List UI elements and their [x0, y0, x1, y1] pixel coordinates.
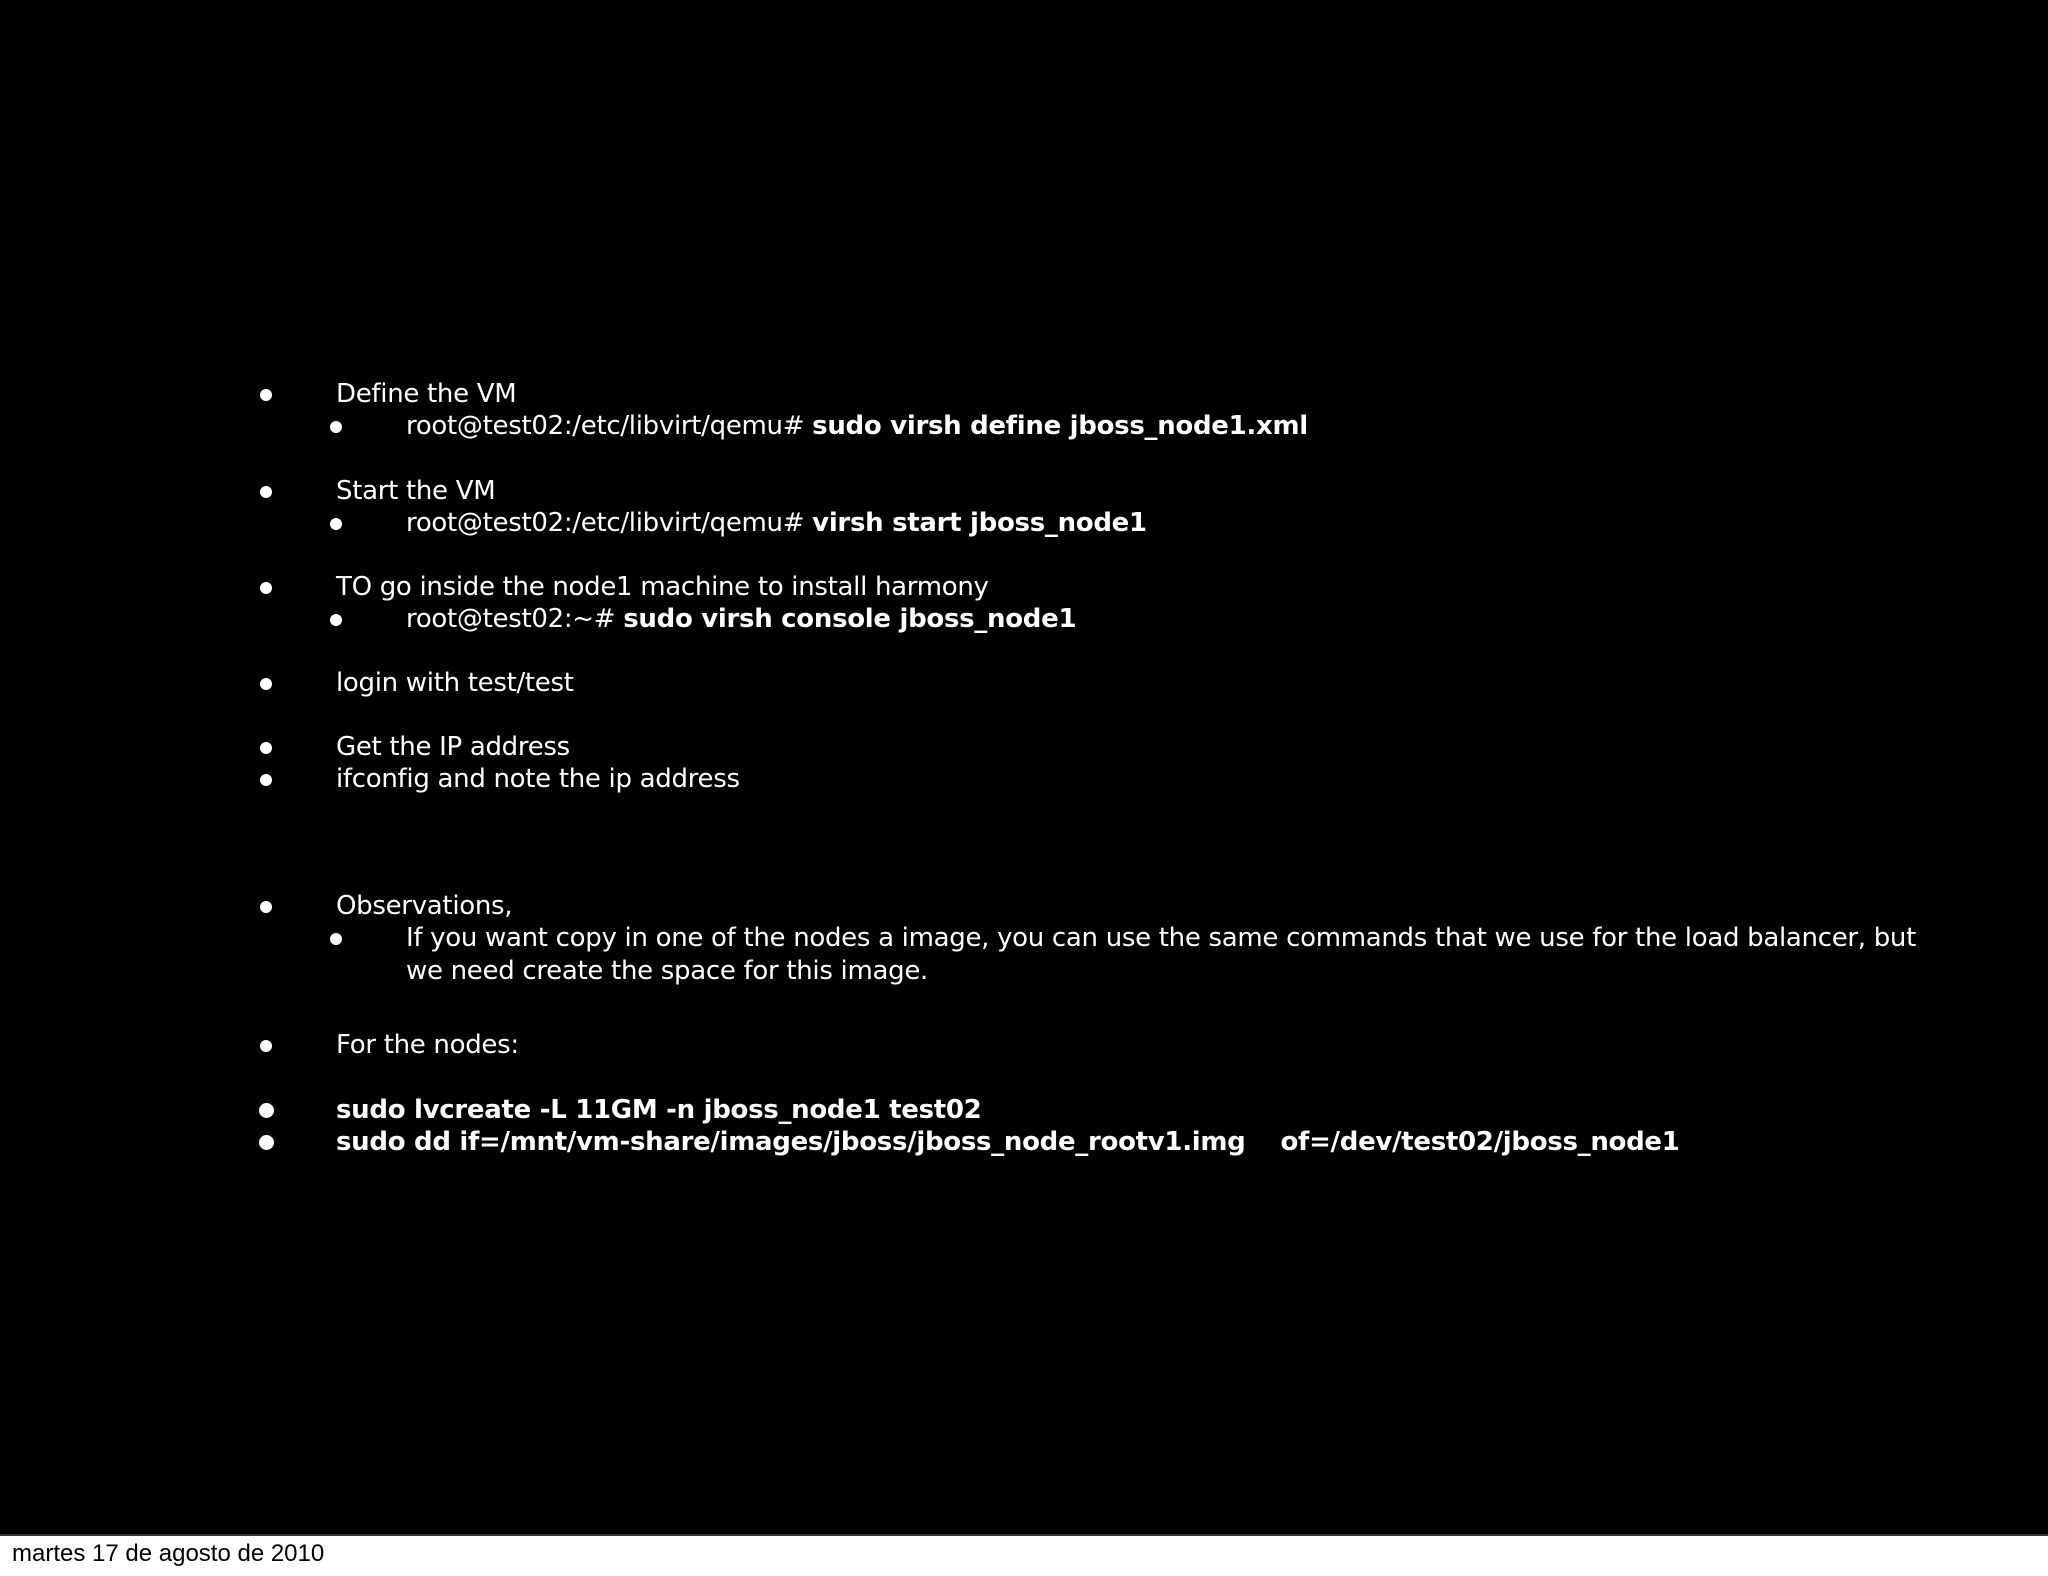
sub-bullet-icon [330, 421, 342, 433]
sub-bullet-icon [330, 518, 342, 530]
command-text: sudo lvcreate -L 11GM -n jboss_node1 test02 [336, 1095, 982, 1125]
command-prompt: root@test02:~# [406, 604, 616, 634]
bullet-icon [260, 582, 272, 594]
bullet-icon [260, 486, 272, 498]
bullet-icon [260, 389, 272, 401]
command-line [406, 410, 1308, 442]
bullet-text: Observations, [336, 891, 513, 921]
bullet-icon [259, 1103, 274, 1118]
bullet-icon [260, 774, 272, 786]
bullet-icon [260, 678, 272, 690]
bullet-icon [260, 742, 272, 754]
command-line [406, 603, 1076, 635]
command-text: sudo dd if=/mnt/vm-share/images/jboss/jboss_node_rootv1.img of=/dev/test02/jboss_node1 [336, 1127, 1680, 1157]
command-prompt: root@test02:/etc/libvirt/qemu# [406, 411, 805, 441]
bullet-text: TO go inside the node1 machine to install harmony [336, 572, 989, 602]
bullet-icon [260, 1040, 272, 1052]
bullet-text: ifconfig and note the ip address [336, 764, 740, 794]
bullet-text: Start the VM [336, 476, 496, 506]
bullet-text: login with test/test [336, 668, 574, 698]
command-line [406, 507, 1147, 539]
sub-bullet-text: If you want copy in one of the nodes a image, you can use the same commands that we use for the load balancer, but [406, 923, 1916, 953]
bullet-icon [260, 901, 272, 913]
command-prompt: root@test02:/etc/libvirt/qemu# [406, 508, 805, 538]
sub-bullet-icon [330, 614, 342, 626]
bullet-text: Define the VM [336, 379, 517, 409]
command-text: virsh start jboss_node1 [812, 508, 1147, 538]
bullet-icon [259, 1135, 274, 1150]
slide-date: martes 17 de agosto de 2010 [12, 1540, 325, 1567]
sub-bullet-icon [330, 933, 342, 945]
command-text: sudo virsh console jboss_node1 [623, 604, 1077, 634]
bullet-text: For the nodes: [336, 1030, 519, 1060]
command-text: sudo virsh define jboss_node1.xml [812, 411, 1308, 441]
sub-bullet-text-continued: we need create the space for this image. [406, 956, 929, 986]
bullet-text: Get the IP address [336, 732, 570, 762]
